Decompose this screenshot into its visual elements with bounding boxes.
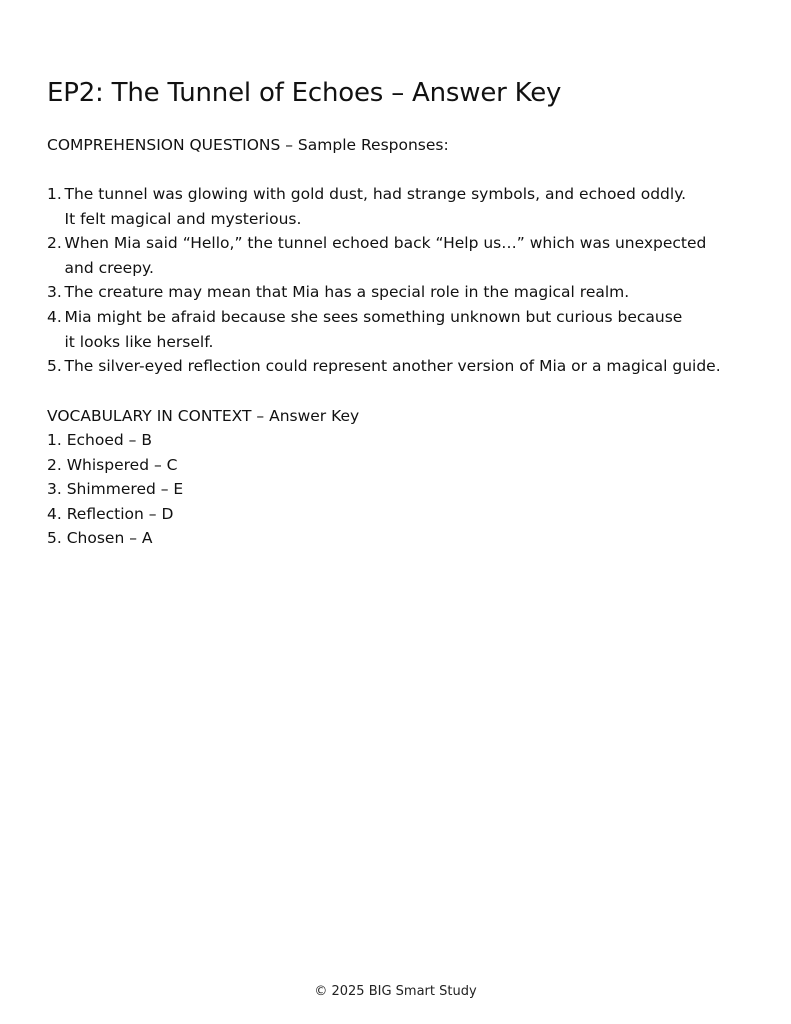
vocabulary-answer-1: 1. Echoed – B <box>47 431 152 449</box>
answer-line: When Mia said “Hello,” the tunnel echoed back “Help us…” which was unexpected <box>64 234 707 253</box>
vocabulary-answer-5: 5. Chosen – A <box>47 529 153 548</box>
answer-line: The creature may mean that Mia has a special role in the magical realm. <box>64 283 630 302</box>
vocabulary-answer-2: 2. Whispered – C <box>47 455 178 474</box>
answer-line: Mia might be afraid because she sees something unknown but curious because <box>64 307 683 326</box>
answer-line: The tunnel was glowing with gold dust, had strange symbols, and echoed oddly. <box>64 185 687 203</box>
vocabulary-answers-list <box>47 428 183 551</box>
comprehension-answer-1 <box>47 182 767 231</box>
vocabulary-heading: VOCABULARY IN CONTEXT – Answer Key <box>47 407 360 425</box>
answer-number: 4. <box>47 307 62 326</box>
vocabulary-answer-4: 4. Reflection – D <box>47 504 174 523</box>
answer-line: and creepy. <box>64 258 154 277</box>
answer-line: it looks like herself. <box>64 332 214 351</box>
comprehension-answer-5 <box>47 354 767 379</box>
comprehension-answer-4 <box>47 305 767 354</box>
comprehension-answer-2 <box>47 231 767 280</box>
answer-line: It felt magical and mysterious. <box>64 209 302 228</box>
answer-number: 1. <box>47 185 62 203</box>
answer-line: The silver-eyed reflection could represent another version of Mia or a magical guide. <box>64 357 721 376</box>
vocabulary-answer-3: 3. Shimmered – E <box>47 480 184 499</box>
comprehension-answers-list <box>47 182 767 379</box>
page-title: EP2: The Tunnel of Echoes – Answer Key <box>47 78 562 108</box>
answer-number: 2. <box>47 234 62 253</box>
comprehension-answer-3 <box>47 280 767 305</box>
comprehension-heading: COMPREHENSION QUESTIONS – Sample Responses: <box>47 136 449 154</box>
page-footer: © 2025 BIG Smart Study <box>314 984 477 999</box>
answer-number: 5. <box>47 357 62 376</box>
answer-number: 3. <box>47 283 62 302</box>
